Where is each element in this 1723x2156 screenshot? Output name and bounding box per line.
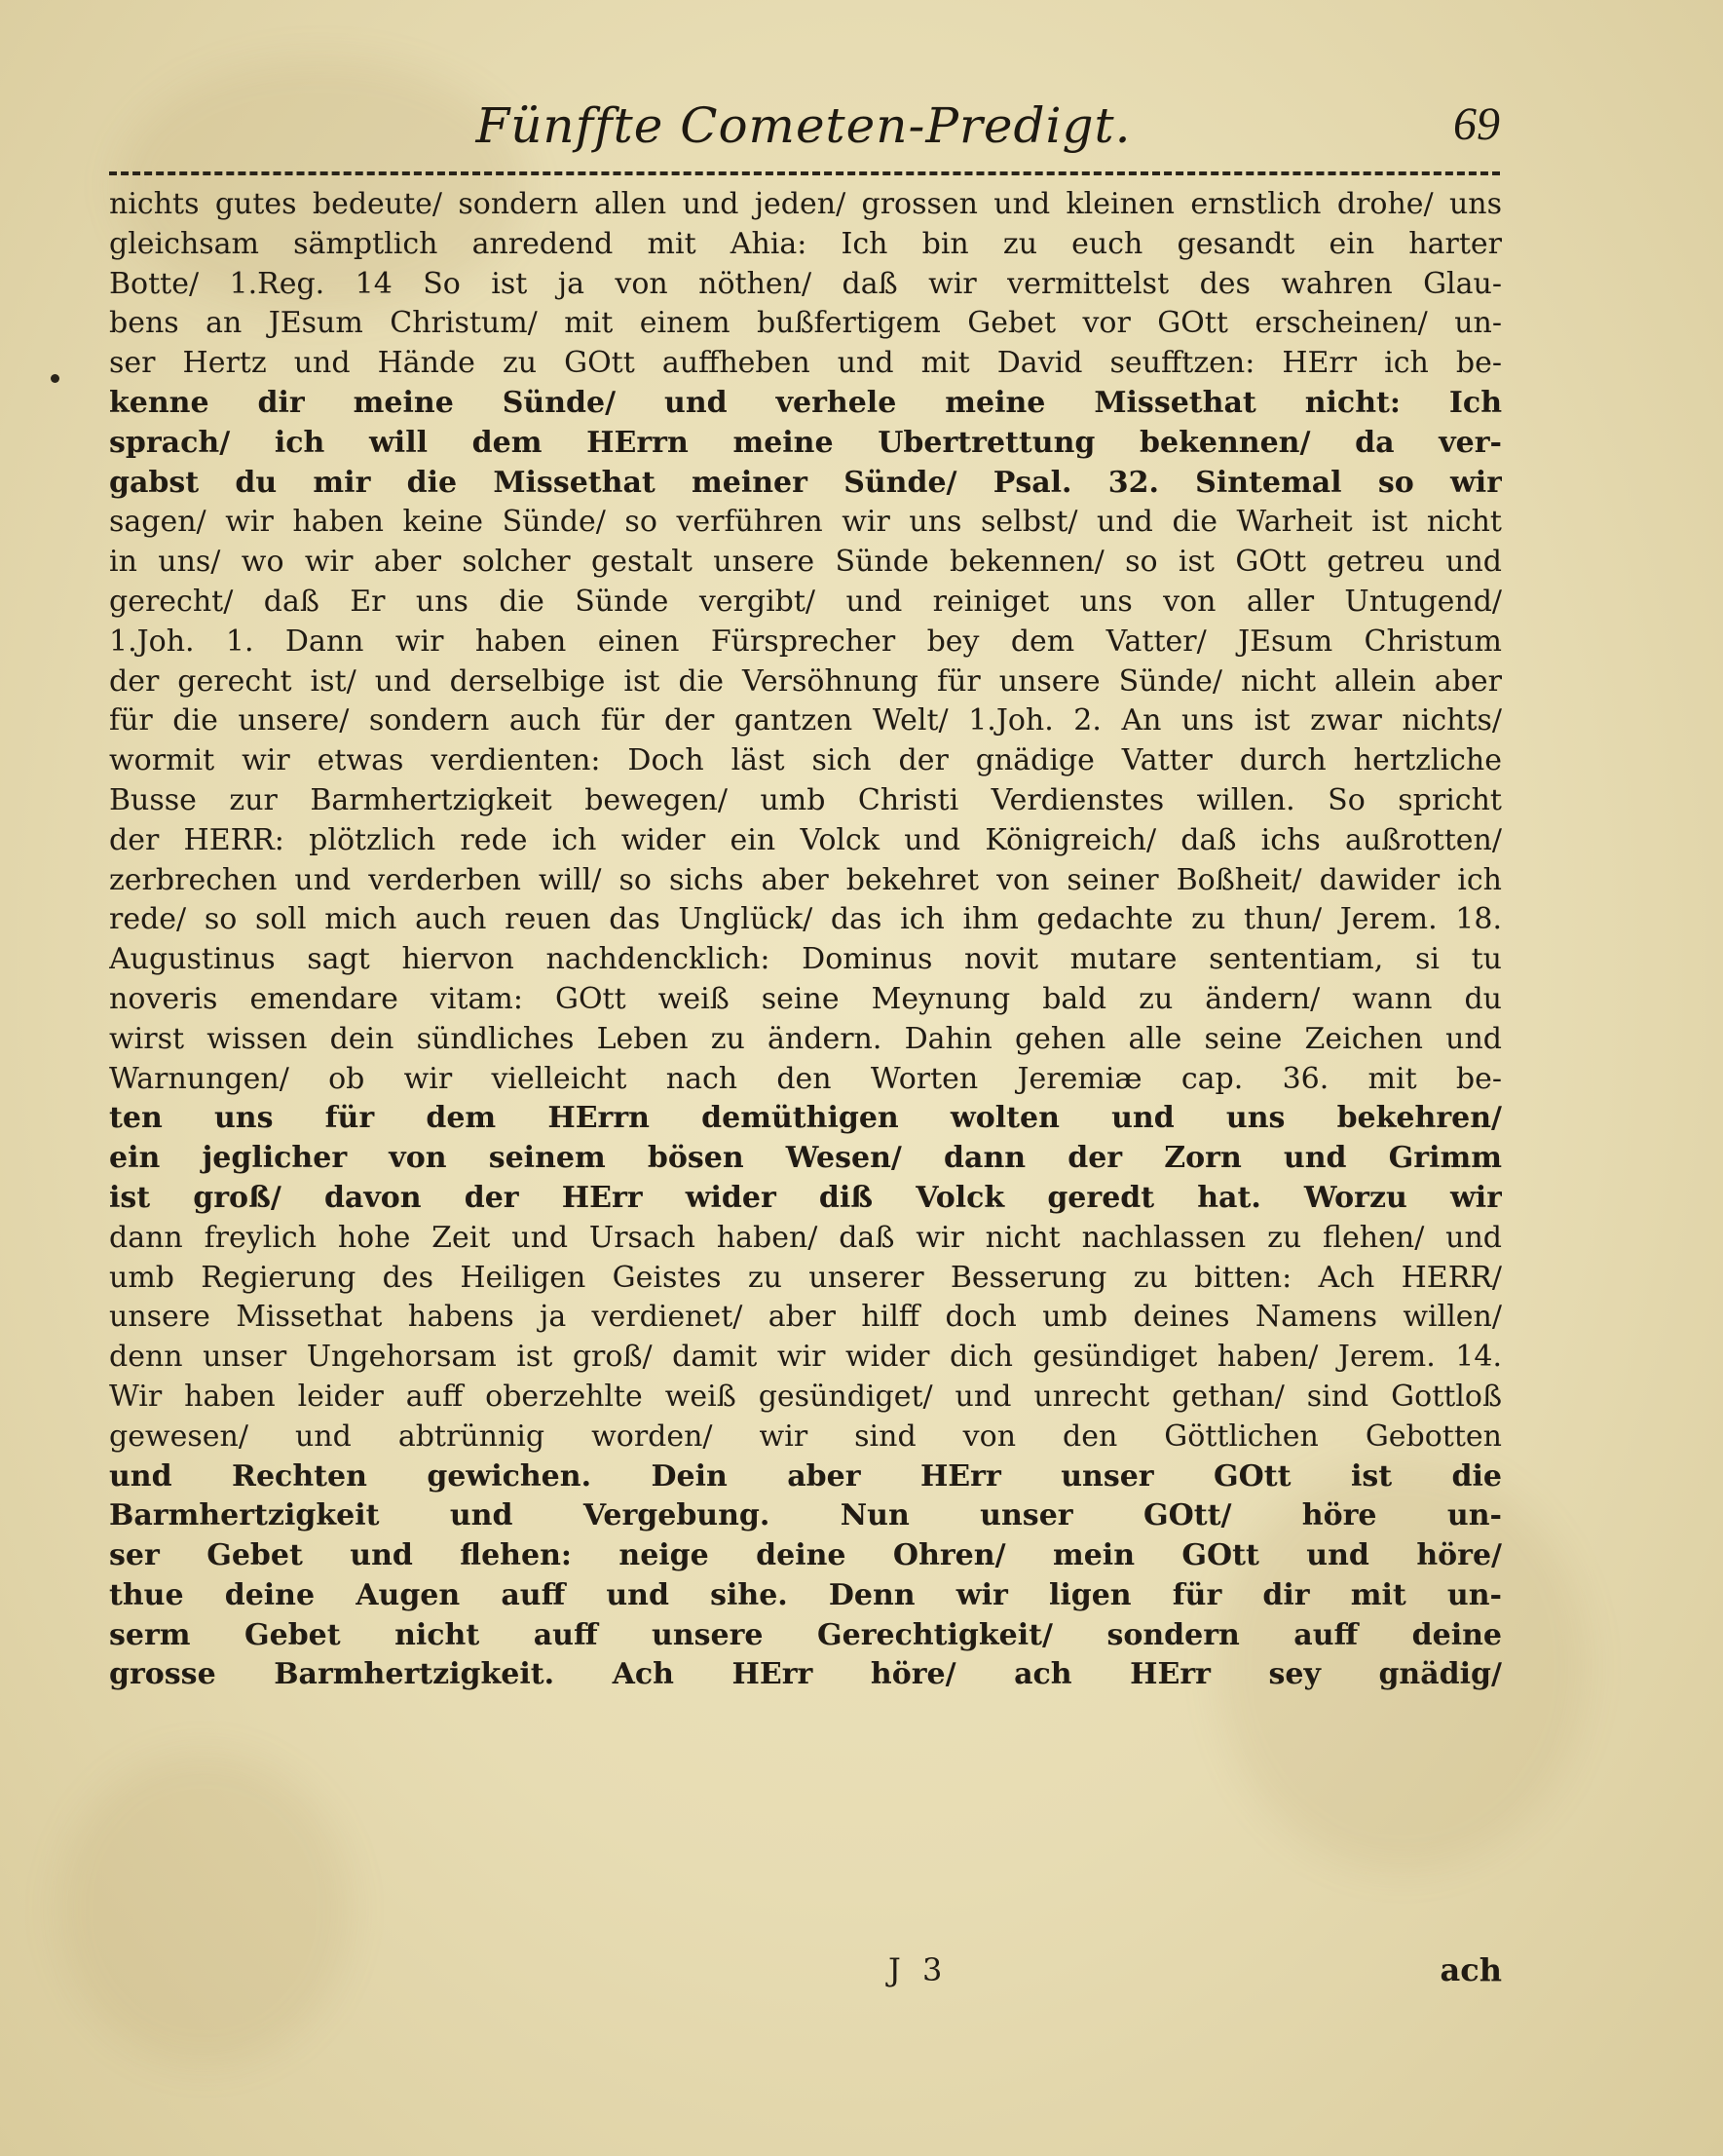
text-line: Botte/ 1.Reg. 14 So ist ja von nöthen/ daß wir vermittelst des wahren Glau- [109, 266, 1502, 301]
running-title: Fünffte Cometen-Predigt. [475, 97, 1132, 154]
text-line: umb Regierung des Heiligen Geistes zu unserer Besserung zu bitten: Ach HERR/ [109, 1260, 1502, 1295]
body-text [109, 185, 1502, 1695]
text-line: und Rechten gewichen. Dein aber HErr unser GOtt ist die [109, 1458, 1502, 1494]
text-line: der HERR: plötzlich rede ich wider ein Volck und Königreich/ daß ichs außrotten/ [109, 822, 1502, 857]
text-line: gleichsam sämptlich anredend mit Ahia: Ich bin zu euch gesandt ein harter [109, 226, 1502, 261]
text-line: thue deine Augen auff und sihe. Denn wir ligen für dir mit un- [109, 1577, 1502, 1612]
header-rule [109, 171, 1500, 175]
text-line: ser Gebet und flehen: neige deine Ohren/ mein GOtt und höre/ [109, 1538, 1502, 1573]
page-footer [109, 1951, 1502, 1994]
text-line: Warnungen/ ob wir vielleicht nach den Worten Jeremiæ cap. 36. mit be- [109, 1061, 1502, 1096]
text-line: bens an JEsum Christum/ mit einem bußfertigem Gebet vor GOtt erscheinen/ un- [109, 306, 1502, 341]
text-line: für die unsere/ sondern auch für der gantzen Welt/ 1.Joh. 2. An uns ist zwar nichts/ [109, 703, 1502, 738]
signature-mark: J 3 [888, 1951, 949, 1988]
text-line: unsere Missethat habens ja verdienet/ aber hilff doch umb deines Namens willen/ [109, 1300, 1502, 1335]
text-line: sagen/ wir haben keine Sünde/ so verführen wir uns selbst/ und die Warheit ist nicht [109, 505, 1502, 540]
text-line: 1.Joh. 1. Dann wir haben einen Fürsprecher bey dem Vatter/ JEsum Christum [109, 624, 1502, 659]
text-line: dann freylich hohe Zeit und Ursach haben/ daß wir nicht nachlassen zu flehen/ und [109, 1220, 1502, 1255]
text-line: wormit wir etwas verdienten: Doch läst sich der gnädige Vatter durch hertzliche [109, 743, 1502, 778]
text-line: ten uns für dem HErrn demüthigen wolten und uns bekehren/ [109, 1101, 1502, 1136]
text-line: ser Hertz und Hände zu GOtt auffheben und mit David seufftzen: HErr ich be- [109, 346, 1502, 381]
text-line: kenne dir meine Sünde/ und verhele meine Missethat nicht: Ich [109, 385, 1502, 420]
text-line: wirst wissen dein sündliches Leben zu ändern. Dahin gehen alle seine Zeichen und [109, 1021, 1502, 1056]
text-line: in uns/ wo wir aber solcher gestalt unsere Sünde bekennen/ so ist GOtt getreu und [109, 545, 1502, 580]
text-line: Busse zur Barmhertzigkeit bewegen/ umb Christi Verdienstes willen. So spricht [109, 782, 1502, 817]
text-line: sprach/ ich will dem HErrn meine Ubertrettung bekennen/ da ver- [109, 425, 1502, 460]
catchword: ach [1440, 1951, 1502, 1988]
margin-mark [51, 374, 59, 383]
text-line: rede/ so soll mich auch reuen das Unglück/ das ich ihm gedachte zu thun/ Jerem. 18. [109, 902, 1502, 937]
text-line: serm Gebet nicht auff unsere Gerechtigkeit/ sondern auff deine [109, 1617, 1502, 1652]
text-line: gewesen/ und abtrünnig worden/ wir sind von den Göttlichen Gebotten [109, 1418, 1502, 1454]
text-line: zerbrechen und verderben will/ so sichs aber bekehret von seiner Boßheit/ dawider ich [109, 862, 1502, 897]
text-line: Wir haben leider auff oberzehlte weiß gesündiget/ und unrecht gethan/ sind Gottloß [109, 1379, 1502, 1414]
text-line: noveris emendare vitam: GOtt weiß seine Meynung bald zu ändern/ wann du [109, 981, 1502, 1016]
text-line: gerecht/ daß Er uns die Sünde vergibt/ und reiniget uns von aller Untugend/ [109, 584, 1502, 619]
text-line: denn unser Ungehorsam ist groß/ damit wir wider dich gesündiget haben/ Jerem. 14. [109, 1340, 1502, 1375]
text-line: grosse Barmhertzigkeit. Ach HErr höre/ ach HErr sey gnädig/ [109, 1657, 1502, 1692]
text-line: gabst du mir die Missethat meiner Sünde/ Psal. 32. Sintemal so wir [109, 465, 1502, 500]
text-line: Barmhertzigkeit und Vergebung. Nun unser GOtt/ höre un- [109, 1498, 1502, 1533]
paper-stain [58, 1754, 351, 2065]
text-line: ist groß/ davon der HErr wider diß Volck geredt hat. Worzu wir [109, 1180, 1502, 1215]
page-number: 69 [1453, 98, 1500, 150]
text-line: Augustinus sagt hiervon nachdencklich: Dominus novit mutare sententiam, si tu [109, 942, 1502, 977]
text-line: der gerecht ist/ und derselbige ist die Versöhnung für unsere Sünde/ nicht allein aber [109, 663, 1502, 699]
text-line: ein jeglicher von seinem bösen Wesen/ dann der Zorn und Grimm [109, 1141, 1502, 1176]
page-header [107, 97, 1500, 166]
text-line: nichts gutes bedeute/ sondern allen und jeden/ grossen und kleinen ernstlich drohe/ uns [109, 187, 1502, 221]
